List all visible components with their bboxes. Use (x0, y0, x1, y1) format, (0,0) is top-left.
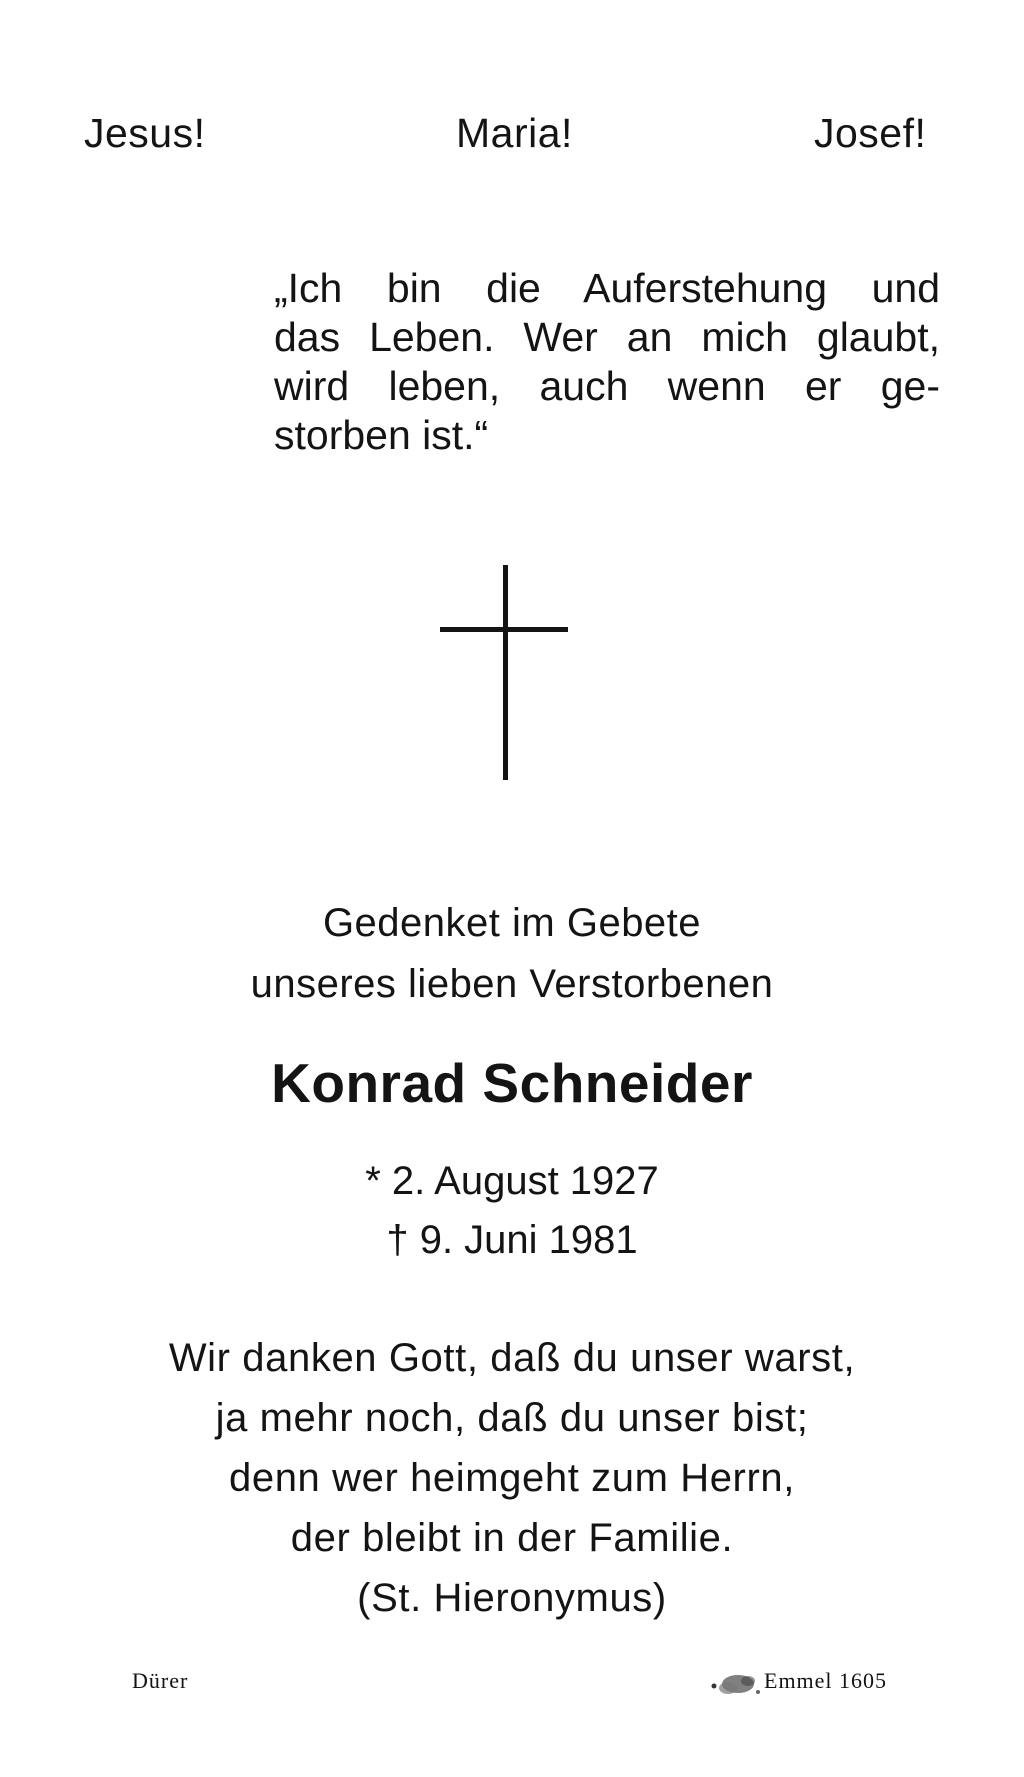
closing-attribution: (St. Hieronymus) (357, 1576, 667, 1620)
quote-line: wird leben, auch wenn er ge- (274, 363, 940, 409)
artist-credit: Dürer (132, 1668, 189, 1693)
invocation-jesus: Jesus! (84, 110, 206, 156)
birth-date: * 2. August 1927 (365, 1159, 659, 1203)
quote-line: „Ich bin die Auferstehung und (274, 265, 940, 311)
closing-verse (0, 1328, 1024, 1628)
death-date: † 9. Juni 1981 (386, 1218, 638, 1262)
closing-line: denn wer heimgeht zum Herrn, (229, 1456, 795, 1500)
invocation-maria: Maria! (456, 110, 573, 156)
quote-line: storben ist.“ (274, 412, 489, 458)
bible-quote (274, 264, 940, 460)
closing-line: ja mehr noch, daß du unser bist; (215, 1396, 809, 1440)
quote-line: das Leben. Wer an mich glaubt, (274, 314, 940, 360)
ink-smudge-icon (700, 1664, 770, 1706)
remembrance-line: unseres lieben Verstorbenen (250, 962, 774, 1006)
invocation-josef: Josef! (814, 110, 927, 156)
life-dates (0, 1152, 1024, 1270)
remembrance-text (0, 893, 1024, 1015)
closing-line: der bleibt in der Familie. (290, 1516, 734, 1560)
closing-line: Wir danken Gott, daß du unser warst, (168, 1336, 856, 1380)
publisher-number: Emmel 1605 (764, 1668, 888, 1693)
deceased-name: Konrad Schneider (271, 1052, 753, 1114)
cross-icon (440, 565, 568, 780)
remembrance-line: Gedenket im Gebete (322, 901, 702, 945)
